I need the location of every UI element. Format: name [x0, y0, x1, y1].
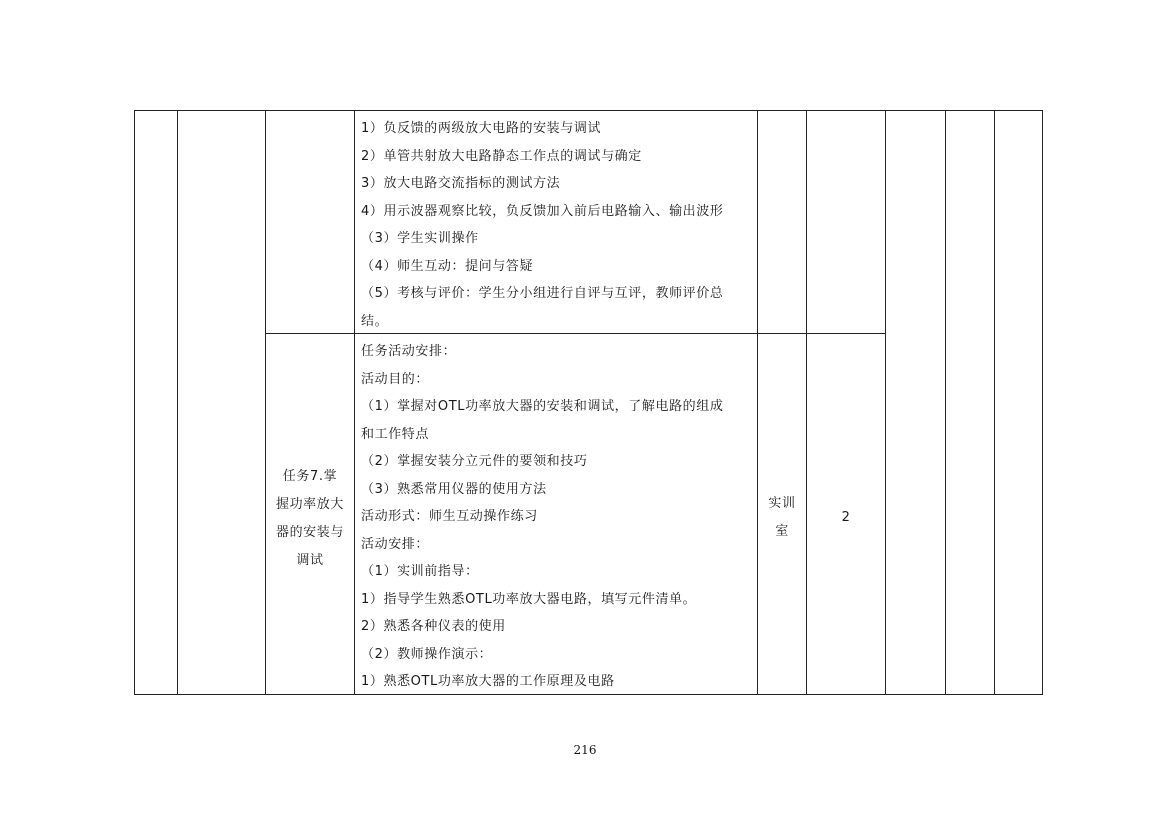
content-line: （2）掌握安装分立元件的要领和技巧: [361, 454, 588, 469]
location-cell: [758, 490, 806, 546]
col-border: [1042, 110, 1043, 695]
table-top-border: [134, 110, 1043, 111]
task-name-line: 器的安装与: [275, 525, 344, 540]
content-line: 活动目的：: [361, 371, 430, 387]
col-border: [354, 110, 355, 695]
col-border: [134, 110, 135, 695]
upper-content-cell: [361, 115, 753, 335]
col-border: [806, 110, 807, 695]
lower-content-cell: [361, 338, 753, 696]
content-line: （2）教师操作演示：: [361, 646, 493, 662]
hours-value: 2: [841, 510, 851, 525]
content-line: 1）负反馈的两级放大电路的安装与调试: [361, 121, 602, 136]
content-line: （1）实训前指导：: [361, 564, 479, 579]
page-number: 216: [573, 743, 597, 757]
content-line: 结。: [361, 313, 389, 329]
task-name-line: 握功率放大: [275, 497, 344, 512]
content-line: 2）熟悉各种仪表的使用: [361, 619, 506, 634]
col-border: [177, 110, 178, 695]
content-line: （3）熟悉常用仪器的使用方法: [361, 481, 547, 497]
content-line: （1）掌握对OTL功率放大器的安装和调试，了解电路的组成: [361, 399, 724, 414]
content-line: （4）师生互动：提问与答疑: [361, 258, 534, 274]
content-line: （3）学生实训操作: [361, 231, 479, 246]
task-name-cell: [266, 463, 354, 575]
location-line: 室: [775, 524, 789, 539]
content-line: （5）考核与评价：学生分小组进行自评与互评，教师评价总: [361, 286, 724, 301]
col-border: [757, 110, 758, 695]
content-line: 活动安排：: [361, 536, 430, 552]
content-line: 3）放大电路交流指标的测试方法: [361, 176, 561, 191]
content-line: 和工作特点: [361, 426, 430, 442]
hours-cell: [807, 504, 885, 532]
content-line: 4）用示波器观察比较，负反馈加入前后电路输入、输出波形: [361, 203, 724, 219]
content-line: 1）指导学生熟悉OTL功率放大器电路，填写元件清单。: [361, 591, 697, 607]
location-line: 实训: [768, 496, 796, 511]
col-border: [265, 110, 266, 695]
content-line: 2）单管共射放大电路静态工作点的调试与确定: [361, 148, 642, 164]
col-border: [885, 110, 886, 695]
content-line: 活动形式：师生互动操作练习: [361, 509, 538, 524]
content-line: 1）熟悉OTL功率放大器的工作原理及电路: [361, 674, 615, 689]
content-line: 任务活动安排：: [361, 344, 457, 359]
col-border: [945, 110, 946, 695]
task-name-line: 任务7.掌: [282, 469, 338, 484]
col-border: [994, 110, 995, 695]
task-name-line: 调试: [296, 553, 324, 568]
